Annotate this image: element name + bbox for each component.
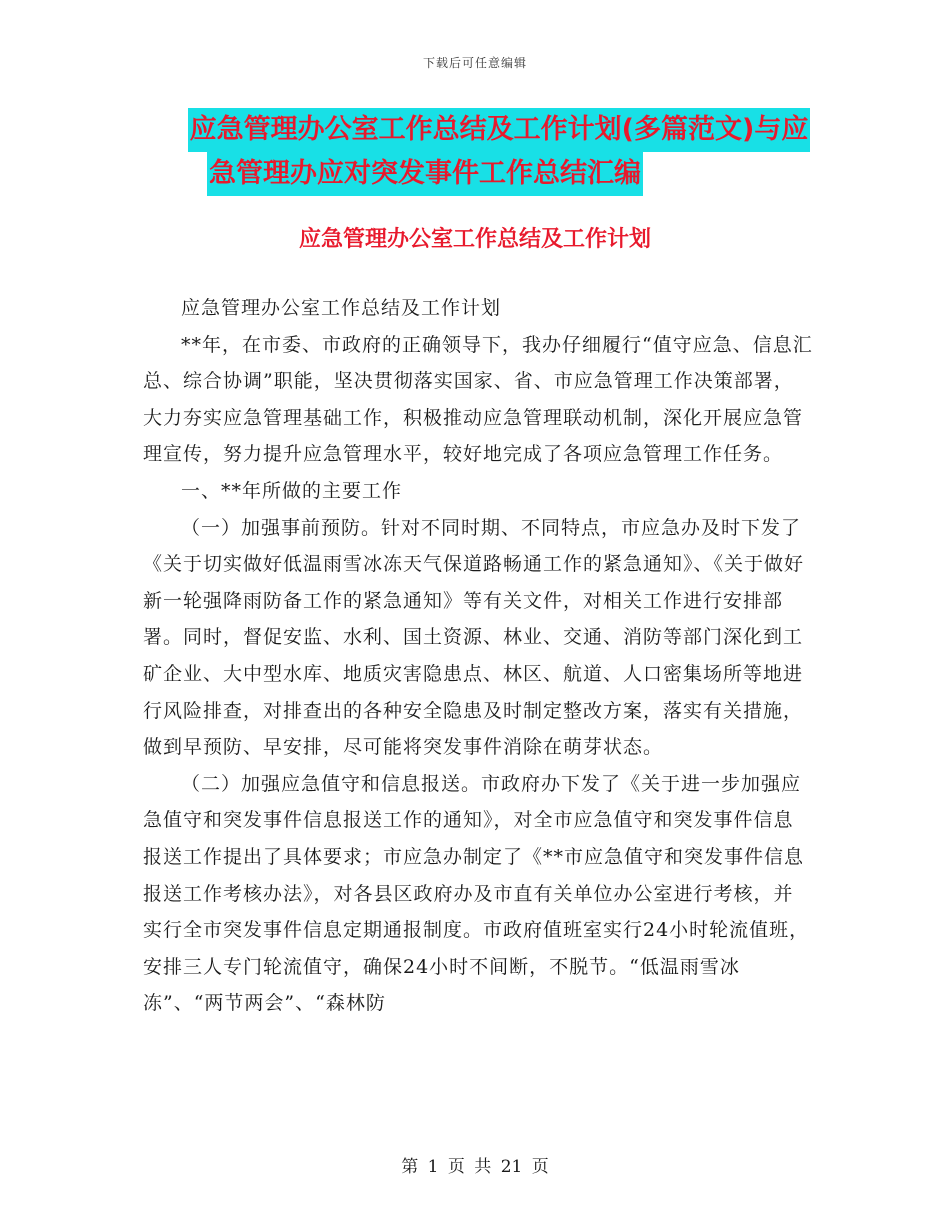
header-note: 下载后可任意编辑 (422, 56, 527, 70)
paragraph-section-one: 一、**年所做的主要工作 (181, 479, 403, 502)
paragraph-intro: **年，在市委、市政府的正确领导下，我办仔细履行“值守应急、信息汇总、综合协调”职能，坚决贯彻落实国家、省、市应急管理工作决策部署，大力夯实应急管理基础工作，积极推动应急管理联动机制，深化开展应急管理宣传，努力提升应急管理水平，较好地完成了各项应急管理工作任务。 (143, 333, 813, 466)
document-title (0, 108, 950, 196)
document-body (143, 290, 813, 1022)
paragraph-duty-reporting: （二）加强应急值守和信息报送。市政府办下发了《关于进一步加强应急值守和突发事件信息报送工作的通知》，对全市应急值守和突发事件信息报送工作提出了具体要求；市应急办制定了《**市应急值守和突发事件信息报送工作考核办法》，对各县区政府办及市直有关单位办公室进行考核，并实行全市突发事件信息定期通报制度。市政府值班室实行24小时轮流值班，安排三人专门轮流值守，确保24小时不间断，不脱节。“低温雨雪冰冻”、“两节两会”、“森林防 (143, 772, 810, 1015)
paragraph-heading: 应急管理办公室工作总结及工作计划 (181, 297, 502, 319)
paragraph-prevention: （一）加强事前预防。针对不同时期、不同特点，市应急办及时下发了《关于切实做好低温雨雪冰冻天气保道路畅通工作的紧急通知》、《关于做好新一轮强降雨防备工作的紧急通知》等有关文件，对相关工作进行安排部署。同时，督促安监、水利、国土资源、林业、交通、消防等部门深化到工矿企业、大中型水库、地质灾害隐患点、林区、航道、人口密集场所等地进行风险排查，对排查出的各种安全隐患及时制定整改方案，落实有关措施，做到早预防、早安排，尽可能将突发事件消除在萌芽状态。 (143, 516, 805, 759)
document-title-line-2: 急管理办应对突发事件工作总结汇编 (207, 152, 643, 196)
page-number-footer: 第 1 页 共 21 页 (401, 1157, 549, 1177)
document-title-line-1: 应急管理办公室工作总结及工作计划(多篇范文)与应 (188, 108, 811, 152)
section-title: 应急管理办公室工作总结及工作计划 (298, 227, 651, 252)
